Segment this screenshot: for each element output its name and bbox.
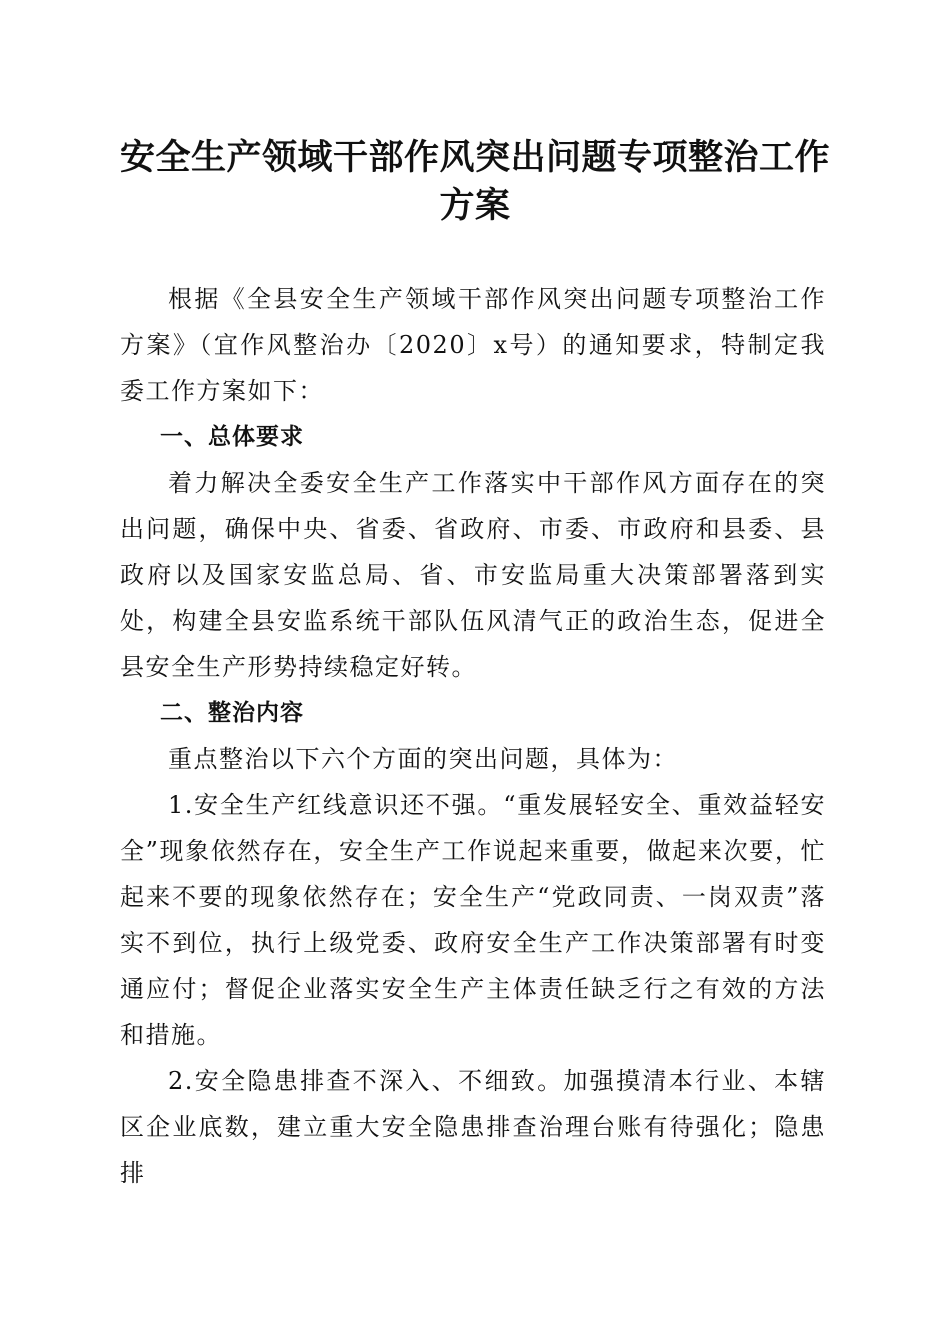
document-title: 安全生产领域干部作风突出问题专项整治工作方案 xyxy=(119,137,830,226)
rectification-item-2: 2.安全隐患排查不深入、不细致。加强摸清本行业、本辖区企业底数，建立重大安全隐患排查治理台账有待强化；隐患排 xyxy=(120,1067,826,1187)
section-heading-rectification-content: 二、整治内容 xyxy=(160,700,304,726)
rectification-item-1: 1.安全生产红线意识还不强。“重发展轻安全、重效益轻安全”现象依然存在，安全生产工作说起来重要，做起来次要，忙起来不要的现象依然存在；安全生产“党政同责、一岗双责”落实不到位，执行上级党委、政府安全生产工作决策部署有时变通应付；督促企业落实安全生产主体责任缺乏行之有效的方法和措施。 xyxy=(120,791,826,1049)
intro-paragraph: 根据《全县安全生产领域干部作风突出问题专项整治工作方案》（宜作风整治办〔2020〕x号）的通知要求，特制定我委工作方案如下： xyxy=(120,285,826,405)
document-body xyxy=(120,276,826,1196)
general-requirements-paragraph: 着力解决全委安全生产工作落实中干部作风方面存在的突出问题，确保中央、省委、省政府、市委、市政府和县委、县政府以及国家安监总局、省、市安监局重大决策部署落到实处，构建全县安监系统干部队伍风清气正的政治生态，促进全县安全生产形势持续稳定好转。 xyxy=(120,469,826,681)
rectification-lead-paragraph: 重点整治以下六个方面的突出问题，具体为： xyxy=(168,745,678,773)
section-heading-general-requirements: 一、总体要求 xyxy=(160,424,304,450)
